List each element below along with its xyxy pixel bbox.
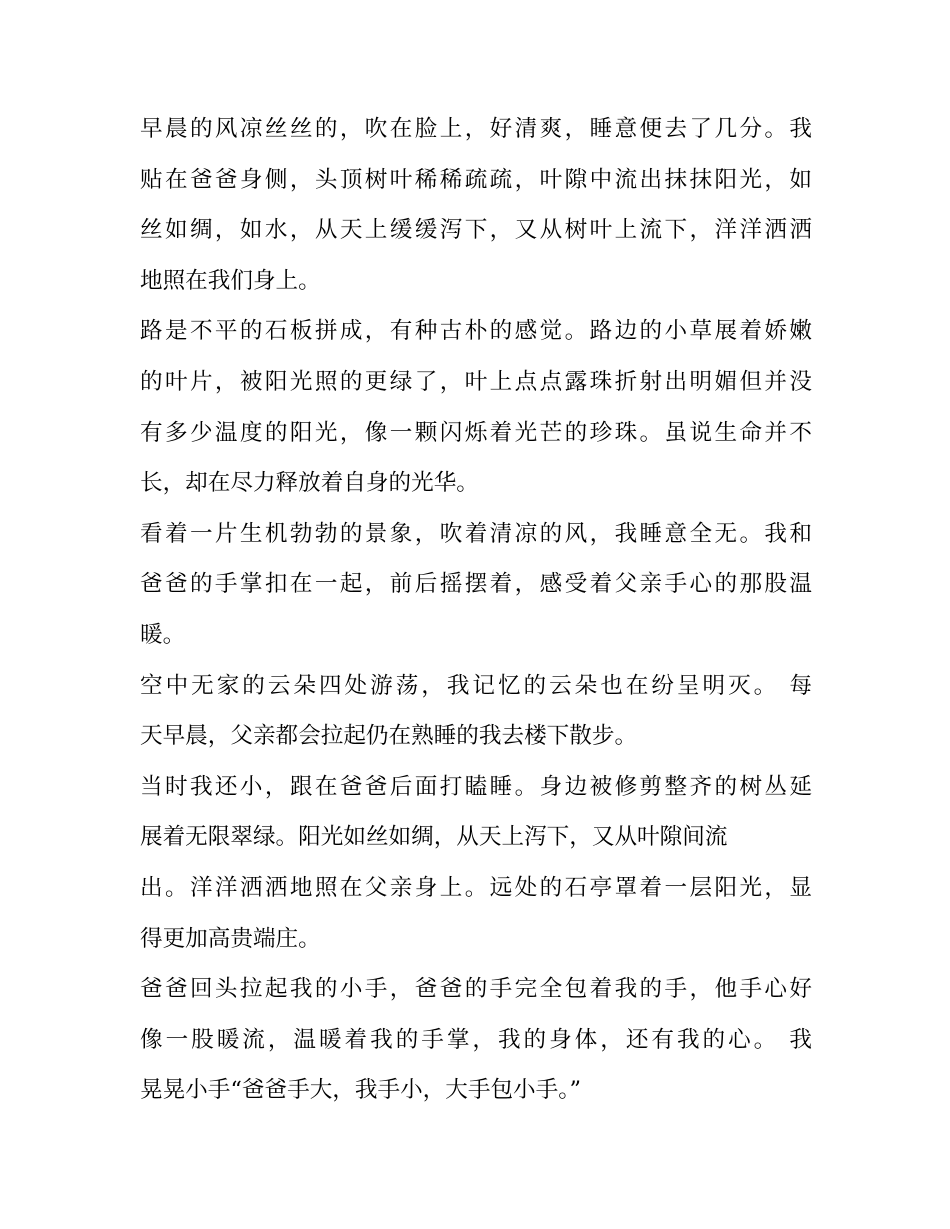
- text-line: 爸爸回头拉起我的小手，爸爸的手完全包着我的手，他手心好: [140, 976, 812, 1003]
- text-line: 晃晃小手“爸爸手大，我手小，大手包小手。”: [140, 1077, 582, 1104]
- text-line: 有多少温度的阳光，像一颗闪烁着光芒的珍珠。虽说生命并不: [140, 419, 812, 446]
- text-line: 爸爸的手掌扣在一起，前后摇摆着，感受着父亲手心的那股温: [140, 571, 812, 598]
- text-line: 的叶片，被阳光照的更绿了，叶上点点露珠折射出明媚但并没: [140, 368, 812, 395]
- text-line: 丝如绸，如水，从天上缓缓泻下，又从树叶上流下，洋洋洒洒: [140, 217, 812, 244]
- text-line: 出。洋洋洒洒地照在父亲身上。远处的石亭罩着一层阳光，显: [140, 874, 812, 901]
- text-line: 像一股暖流，温暖着我的手掌，我的身体，还有我的心。 我: [140, 1026, 812, 1053]
- text-line: 地照在我们身上。: [140, 267, 321, 294]
- text-line: 长，却在尽力释放着自身的光华。: [140, 470, 479, 497]
- text-line: 得更加高贵端庄。: [140, 925, 321, 952]
- text-line: 早晨的风凉丝丝的，吹在脸上，好清爽，睡意便去了几分。我: [140, 116, 812, 142]
- text-line: 看着一片生机勃勃的景象，吹着清凉的风，我睡意全无。我和: [140, 520, 812, 547]
- text-line: 展着无限翠绿。阳光如丝如绸，从天上泻下，又从叶隙间流: [140, 824, 728, 851]
- body-text: [140, 104, 812, 1116]
- text-line: 天早晨，父亲都会拉起仍在熟睡的我去楼下散步。: [140, 723, 638, 750]
- text-line: 暖。: [140, 621, 186, 648]
- text-line: 路是不平的石板拼成，有种古朴的感觉。路边的小草展着娇嫩: [140, 318, 812, 345]
- text-line: 空中无家的云朵四处游荡，我记忆的云朵也在纷呈明灭。 每: [140, 672, 812, 699]
- text-line: 当时我还小，跟在爸爸后面打瞌睡。身边被修剪整齐的树丛延: [140, 773, 812, 800]
- text-line: 贴在爸爸身侧，头顶树叶稀稀疏疏，叶隙中流出抹抹阳光，如: [140, 166, 812, 193]
